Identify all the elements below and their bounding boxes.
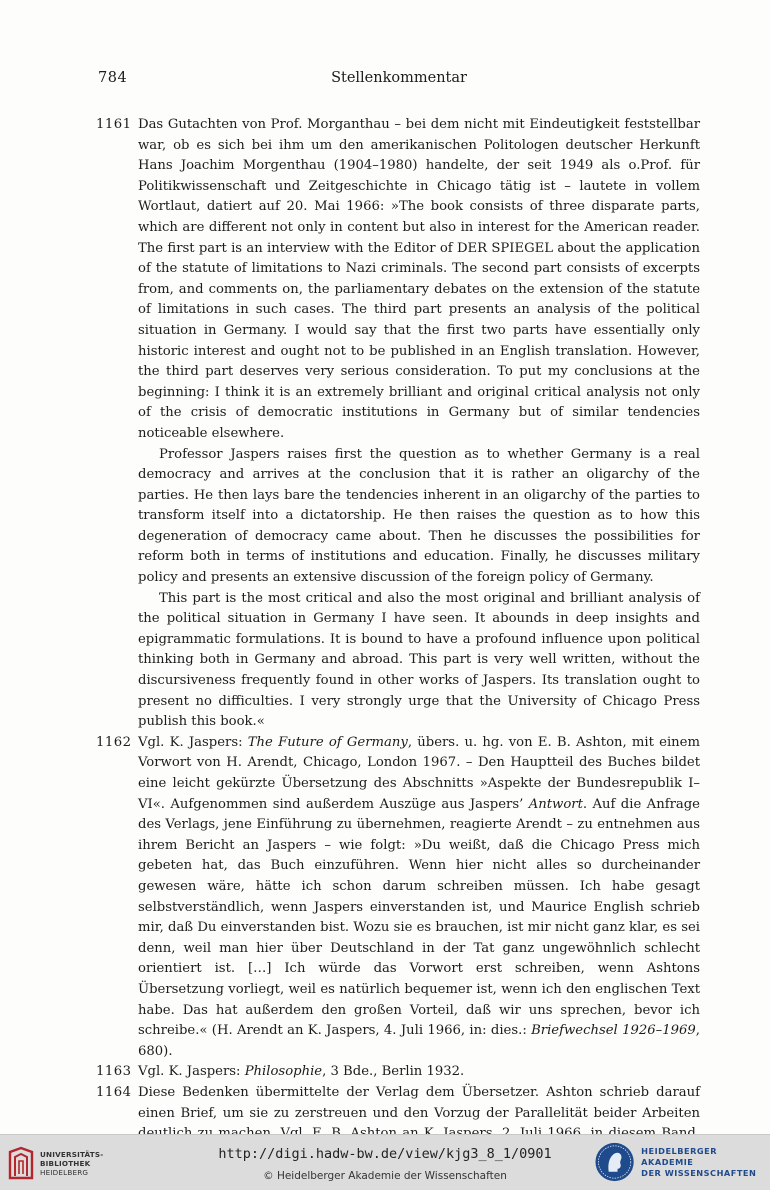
- note-paragraph: [138, 445, 700, 589]
- copyright-notice: © Heidelberger Akademie der Wissenschaften: [263, 1170, 507, 1182]
- academy-logo[interactable]: [594, 1140, 770, 1184]
- commentary-note: [96, 733, 700, 1063]
- text-run: Professor Jaspers raises first the question as to whether Germany is a real democracy and arrives at the conclusion that it is rather an oligarchy of the parties. He then lays bare the tendencies inherent in an oligarchy of the parties to transform itself into a dictatorship. He then raises the question as to how this degeneration of democracy came about. Then he discusses the possibilities for reform both in terms of institutions and education. Finally, he discusses military policy and presents an extensive discussion of the foreign policy of Germany.: [138, 446, 700, 586]
- note-paragraph: [138, 1062, 700, 1083]
- running-head: [98, 70, 700, 94]
- viewer-footer: [0, 1134, 770, 1190]
- text-run: , übers. u. hg. von E. B. Ashton, mit einem Vorwort von H. Arendt, Chicago, London 1967. – Den Hauptteil des Buches bildet eine leicht gekürzte Übersetzung des Abschnitts »Aspekte der Bundesrepublik I–VI«. Aufgenommen sind außerdem Auszüge aus Jaspers’: [138, 734, 700, 812]
- text-run: Das Gutachten von Prof. Morganthau – bei dem nicht mit Eindeutigkeit feststellbar war, ob es sich bei ihm um den amerikanischen Politologen deutscher Herkunft Hans Joachim Morgenthau (1904–1980) handelte, der seit 1949 als o.Prof. für Politikwissenschaft und Zeitgeschichte in Chicago tätig ist – lautete in vollem Wortlaut, datiert auf 20. Mai 1966: »The book consists of three disparate parts, which are different not only in content but also in interest for the American reader. The first part is an interview with the Editor of DER SPIEGEL about the application of the statute of limitations to Nazi criminals. The second part consists of excerpts from, and comments on, the parliamentary debates on the extension of the statute of limitations in such cases. The third part presents an analysis of the political situation in Germany. I would say that the first two parts have essentially only historic interest and ought not to be published in an English translation. However, the third part deserves very serious consideration. To put my conclusions at the beginning: I think it is an extremely brilliant and original critical analysis not only of the crisis of democratic institutions in Germany but of similar tendencies noticeable elsewhere.: [138, 117, 700, 441]
- note-number: 1163: [96, 1064, 132, 1080]
- italic-title: Antwort: [528, 796, 583, 812]
- text-run: , 680).: [138, 1023, 700, 1059]
- page-number: 784: [98, 70, 128, 86]
- academy-seal-icon: [594, 1141, 635, 1183]
- note-paragraph: [138, 733, 700, 1063]
- note-number: 1161: [96, 117, 132, 132]
- italic-title: Philosophie: [244, 1064, 323, 1080]
- text-run: , 3 Bde., Berlin 1932.: [322, 1064, 465, 1080]
- text-run: This part is the most critical and also the most original and brilliant analysis of the political situation in Germany I have seen. It abounds in deep insights and epigrammatic formulations. It is bound to have a profound influence upon political thinking both in Germany and abroad. This part is very well written, without the discursiveness frequently found in other works of Jaspers. Its translation ought to present no difficulties. I very strongly urge that the University of Chicago Press publish this book.«: [138, 590, 700, 730]
- commentary-note: [96, 1062, 700, 1083]
- note-paragraph: [138, 589, 700, 733]
- text-run: . Auf die Anfrage des Verlags, jene Einführung zu übernehmen, reagierte Arendt – zu entnehmen aus ihrem Bericht an Jaspers – wie folgt: »Du weißt, daß die Chicago Press mich gebeten hat, das Buch einzuführen. Wenn hier nicht alles so durcheinander gewesen wäre, hätte ich schon darum schreiben müssen. Ich habe gesagt selbstverständlich, wenn Jaspers einverstanden ist, und Maurice English schrieb mir, daß Du einverstanden bist. Wozu sie es brauchen, ist mir nicht ganz klar, es sei denn, weil man hier über Deutschland in der Tat ganz ungewöhnlich schlecht orientiert ist. […] Ich würde das Vorwort erst schreiben, wenn Ashtons Übersetzung vorliegt, weil es natürlich bequemer ist, wenn ich den englischen Text habe. Das hat außerdem den großen Vorteil, daß wir uns sprechen, bevor ich schreibe.« (H. Arendt an K. Jaspers, 4. Juli 1966, in: dies.:: [138, 796, 700, 1039]
- text-run: Vgl. K. Jaspers:: [138, 734, 248, 750]
- italic-title: The Future of Germany: [247, 734, 408, 750]
- italic-title: Briefwechsel 1926–1969: [531, 1023, 696, 1039]
- permalink-url[interactable]: http://digi.hadw-bw.de/view/kjg3_8_1/0901: [218, 1146, 552, 1162]
- library-logo-text: UNIVERSITÄTS- BIBLIOTHEK HEIDELBERG: [40, 1149, 104, 1177]
- commentary-note: [96, 115, 700, 733]
- text-run: Vgl. K. Jaspers:: [138, 1064, 245, 1080]
- running-title: Stellenkommentar: [331, 70, 467, 86]
- note-number: 1162: [96, 734, 132, 750]
- note-number: 1164: [96, 1084, 132, 1100]
- academy-logo-text: HEIDELBERGER AKADEMIE DER WISSENSCHAFTEN: [641, 1145, 757, 1178]
- commentary-body: [96, 115, 700, 1165]
- note-paragraph: [138, 115, 700, 445]
- text-run: Diese Bedenken übermittelte der Verlag dem Übersetzer. Ashton schrieb darauf einen Brief, um sie zu zerstreuen und den Vorzug der Parallelität beider Arbeiten: [138, 1084, 700, 1121]
